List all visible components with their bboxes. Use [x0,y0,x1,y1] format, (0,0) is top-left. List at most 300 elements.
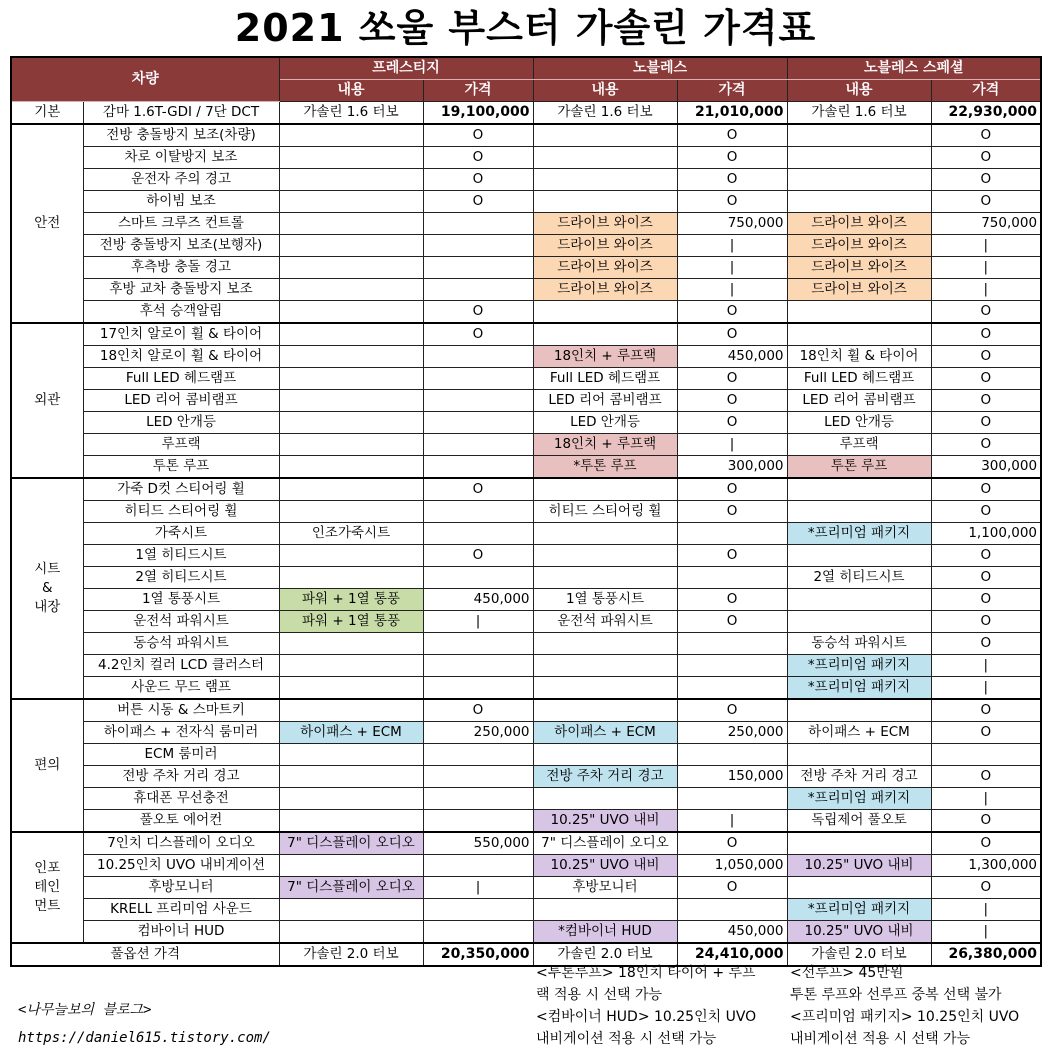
table-row [11,788,1041,810]
price-cell [423,279,533,301]
price-cell: O [931,368,1041,390]
content-cell [279,169,423,191]
item-label: 전방 충돌방지 보조(보행자) [83,235,279,257]
price-cell: O [423,147,533,169]
price-cell: 450,000 [423,589,533,611]
content-cell [787,832,931,855]
category-text: 외관 [34,392,61,408]
category-text: 안전 [34,215,61,231]
price-cell: O [931,766,1041,788]
price-cell: 300,000 [677,456,787,479]
content-cell: 18인치 + 루프랙 [533,434,677,456]
price-cell: O [931,633,1041,655]
price-cell: O [931,346,1041,368]
price-header: 가격 [423,80,533,102]
price-cell [423,368,533,390]
table-row [11,766,1041,788]
content-cell [279,279,423,301]
content-cell [787,301,931,324]
price-cell [677,744,787,766]
content-cell [279,855,423,877]
content-cell [533,124,677,147]
table-row [11,523,1041,545]
content-cell: 파워 + 1열 통풍 [279,611,423,633]
category-label [11,832,83,943]
price-cell: O [677,412,787,434]
price-cell [423,434,533,456]
content-cell [533,699,677,722]
category-label [11,124,83,323]
price-cell: | [931,279,1041,301]
price-cell: O [677,589,787,611]
content-cell [787,877,931,899]
table-row [11,169,1041,191]
item-label: 히티드 스티어링 휠 [83,501,279,523]
price-cell: O [677,191,787,213]
table-row [11,832,1041,855]
content-cell [279,301,423,324]
content-cell: 10.25" UVO 내비 [787,921,931,944]
content-cell [279,899,423,921]
note-line: <투톤루프> 18인치 타이어 + 루프 [536,965,756,981]
price-cell [677,633,787,655]
trim-header-prestige: 프레스티지 [279,57,533,80]
table-row [11,722,1041,744]
price-cell: | [931,788,1041,810]
item-label: KRELL 프리미엄 사운드 [83,899,279,921]
price-cell: 450,000 [677,346,787,368]
price-cell: O [931,434,1041,456]
price-cell [423,655,533,677]
item-label: 컴바이너 HUD [83,921,279,944]
table-row [11,257,1041,279]
price-cell: | [931,655,1041,677]
price-header: 가격 [677,80,787,102]
content-cell [279,434,423,456]
blog-name: <나무늘보의 블로그> [18,1002,152,1018]
table-row [11,921,1041,944]
content-cell [279,147,423,169]
price-cell [423,744,533,766]
price-cell: | [931,899,1041,921]
content-cell [279,545,423,567]
price-cell: O [931,810,1041,833]
price-cell: O [931,390,1041,412]
table-row [11,191,1041,213]
item-label: 2열 히티드시트 [83,567,279,589]
content-cell: 하이패스 + ECM [279,722,423,744]
table-row [11,456,1041,479]
content-cell [787,611,931,633]
note-line: <컴바이너 HUD> 10.25인치 UVO [536,1009,757,1025]
table-row [11,699,1041,722]
content-cell [279,213,423,235]
content-cell [787,169,931,191]
price-cell: 1,100,000 [931,523,1041,545]
content-cell: 드라이브 와이즈 [533,257,677,279]
table-row [11,390,1041,412]
item-label: 가죽 D컷 스티어링 휠 [83,478,279,501]
item-label: 17인치 알로이 휠 & 타이어 [83,323,279,346]
table-row [11,877,1041,899]
price-cell [677,523,787,545]
price-cell [423,501,533,523]
content-cell: LED 리어 콤비램프 [787,390,931,412]
item-label: 후측방 충돌 경고 [83,257,279,279]
content-cell [787,501,931,523]
content-cell [533,523,677,545]
table-body [11,102,1041,967]
price-cell: | [423,877,533,899]
price-cell [423,677,533,700]
price-cell [423,899,533,921]
content-cell: 드라이브 와이즈 [533,213,677,235]
item-label: ECM 룸미러 [83,744,279,766]
content-cell [279,766,423,788]
content-header: 내용 [279,80,423,102]
item-label: 전방 주차 거리 경고 [83,766,279,788]
price-cell: O [423,323,533,346]
content-cell: 가솔린 2.0 터보 [533,943,677,966]
content-header: 내용 [533,80,677,102]
content-cell: *프리미엄 패키지 [787,655,931,677]
item-label: 감마 1.6T-GDI / 7단 DCT [83,102,279,125]
price-cell [423,921,533,944]
table-row [11,478,1041,501]
content-cell: 가솔린 1.6 터보 [533,102,677,125]
item-label: 1열 통풍시트 [83,589,279,611]
content-cell [279,921,423,944]
content-cell [279,478,423,501]
note-line: 랙 적용 시 선택 가능 [536,987,662,1003]
content-cell: *프리미엄 패키지 [787,523,931,545]
note-line: 내비게이션 적용 시 선택 가능 [536,1031,717,1047]
item-label: 후방 교차 충돌방지 보조 [83,279,279,301]
content-cell [533,478,677,501]
content-cell [533,169,677,191]
price-cell: 20,350,000 [423,943,533,966]
content-cell: 7" 디스플레이 오디오 [279,832,423,855]
content-cell: LED 안개등 [787,412,931,434]
price-cell: 22,930,000 [931,102,1041,125]
content-cell [533,677,677,700]
content-cell: 가솔린 2.0 터보 [787,943,931,966]
price-cell: O [931,699,1041,722]
note-line: <프리미엄 패키지> 10.25인치 UVO [790,1009,1020,1025]
table-header [11,57,1041,102]
blog-url[interactable]: https://daniel615.tistory.com/ [18,1030,271,1046]
price-cell: O [423,545,533,567]
price-cell: O [677,301,787,324]
full-option-label: 풀옵션 가격 [11,943,279,966]
price-cell [423,456,533,479]
price-cell: 19,100,000 [423,102,533,125]
price-cell [423,346,533,368]
price-cell: 1,050,000 [677,855,787,877]
content-cell: 1열 통풍시트 [533,589,677,611]
table-row [11,235,1041,257]
price-cell: | [931,921,1041,944]
item-label: 동승석 파워시트 [83,633,279,655]
content-cell [533,744,677,766]
price-cell: O [931,147,1041,169]
price-cell [423,567,533,589]
content-cell: 18인치 + 루프랙 [533,346,677,368]
content-cell: 전방 주차 거리 경고 [533,766,677,788]
note-line: 내비게이션 적용 시 선택 가능 [790,1031,971,1047]
price-cell: | [677,279,787,301]
table-row [11,346,1041,368]
content-cell [279,124,423,147]
category-label [11,323,83,478]
price-cell: 250,000 [677,722,787,744]
category-label: 기본 [11,102,83,125]
price-cell: O [677,124,787,147]
price-cell: O [931,567,1041,589]
price-cell: 750,000 [677,213,787,235]
content-cell: 가솔린 1.6 터보 [279,102,423,125]
table-row [11,368,1041,390]
content-cell [533,567,677,589]
item-label: 운전석 파워시트 [83,611,279,633]
content-cell: *투톤 루프 [533,456,677,479]
table-row [11,323,1041,346]
price-header: 가격 [931,80,1041,102]
table-row [11,279,1041,301]
content-cell [787,545,931,567]
table-row [11,412,1041,434]
content-cell [279,810,423,833]
content-cell [279,257,423,279]
price-cell: | [677,235,787,257]
table-row [11,213,1041,235]
price-cell: O [423,699,533,722]
price-cell: O [931,611,1041,633]
price-cell: | [677,257,787,279]
price-cell: O [677,611,787,633]
content-cell [533,301,677,324]
category-label [11,478,83,699]
table-row [11,899,1041,921]
price-cell: 300,000 [931,456,1041,479]
price-cell: O [931,323,1041,346]
content-cell: 루프랙 [787,434,931,456]
content-cell: LED 안개등 [533,412,677,434]
price-cell: O [931,124,1041,147]
item-label: 차로 이탈방지 보조 [83,147,279,169]
table-row [11,501,1041,523]
content-cell [533,147,677,169]
content-cell [279,788,423,810]
category-label [11,699,83,832]
item-label: 후석 승객알림 [83,301,279,324]
price-cell [423,633,533,655]
item-label: Full LED 헤드램프 [83,368,279,390]
table-row [11,147,1041,169]
content-cell [787,147,931,169]
price-cell: O [677,368,787,390]
table-row [11,677,1041,700]
content-cell [787,323,931,346]
price-cell [423,213,533,235]
content-cell [279,744,423,766]
content-cell [787,699,931,722]
item-label: 루프랙 [83,434,279,456]
content-cell: 드라이브 와이즈 [787,235,931,257]
content-cell: 드라이브 와이즈 [787,257,931,279]
item-label: 18인치 알로이 휠 & 타이어 [83,346,279,368]
price-cell [677,677,787,700]
content-cell [279,501,423,523]
price-cell: | [423,611,533,633]
content-cell [533,191,677,213]
table-row [11,611,1041,633]
price-cell: | [931,235,1041,257]
content-cell [787,124,931,147]
price-cell [423,766,533,788]
price-cell: O [931,169,1041,191]
content-cell [279,699,423,722]
item-label: 7인치 디스플레이 오디오 [83,832,279,855]
table-row [11,589,1041,611]
table-row [11,102,1041,125]
table-row [11,567,1041,589]
vehicle-header: 차량 [11,57,279,102]
content-cell: 전방 주차 거리 경고 [787,766,931,788]
price-cell: 1,300,000 [931,855,1041,877]
price-table [10,56,1042,967]
item-label: 가죽시트 [83,523,279,545]
price-cell: O [423,191,533,213]
content-cell: 가솔린 2.0 터보 [279,943,423,966]
content-cell [279,390,423,412]
item-label: 하이빔 보조 [83,191,279,213]
price-cell: O [931,545,1041,567]
category-text: 시트 & 내장 [34,561,61,615]
content-cell [787,589,931,611]
content-cell [279,191,423,213]
content-cell: 드라이브 와이즈 [533,235,677,257]
price-cell: | [677,434,787,456]
item-label: 투톤 루프 [83,456,279,479]
price-cell [677,655,787,677]
content-cell: 파워 + 1열 통풍 [279,589,423,611]
price-cell [423,810,533,833]
price-cell: O [677,545,787,567]
price-cell: 21,010,000 [677,102,787,125]
table-row [11,855,1041,877]
price-cell [423,523,533,545]
price-cell [677,899,787,921]
price-cell [423,855,533,877]
price-cell: | [931,677,1041,700]
item-label: LED 안개등 [83,412,279,434]
price-cell: O [423,124,533,147]
content-cell: 7" 디스플레이 오디오 [533,832,677,855]
content-cell [279,655,423,677]
content-cell: 인조가죽시트 [279,523,423,545]
content-cell: 동승석 파워시트 [787,633,931,655]
item-label: 풀오토 에어컨 [83,810,279,833]
content-cell: 하이패스 + ECM [787,722,931,744]
content-cell [787,478,931,501]
item-label: 10.25인치 UVO 내비게이션 [83,855,279,877]
price-cell: 750,000 [931,213,1041,235]
price-cell: | [931,257,1041,279]
content-cell: 2열 히티드시트 [787,567,931,589]
price-cell: O [677,390,787,412]
price-cell: O [423,478,533,501]
blog-signature [18,996,271,1052]
price-cell: O [677,169,787,191]
note-line: <선루프> 45만원 [790,965,904,981]
price-cell: O [931,191,1041,213]
price-cell [423,390,533,412]
price-cell: 24,410,000 [677,943,787,966]
content-cell [279,567,423,589]
table-row [11,545,1041,567]
price-cell: | [677,810,787,833]
content-cell: 하이패스 + ECM [533,722,677,744]
content-cell [533,899,677,921]
content-cell: 후방모니터 [533,877,677,899]
item-label: 4.2인치 컬러 LCD 클러스터 [83,655,279,677]
content-cell: 드라이브 와이즈 [787,279,931,301]
table-row [11,301,1041,324]
content-cell [279,677,423,700]
category-text: 인포 테인 먼트 [34,860,61,914]
price-cell: 450,000 [677,921,787,944]
content-cell: 운전석 파워시트 [533,611,677,633]
price-cell: O [931,501,1041,523]
price-cell: O [677,832,787,855]
price-cell [423,235,533,257]
price-cell: O [677,478,787,501]
price-cell: O [931,722,1041,744]
notes-left [536,962,756,1050]
content-cell [533,323,677,346]
content-cell [279,368,423,390]
content-cell: 투톤 루프 [787,456,931,479]
price-cell [677,567,787,589]
content-cell: *프리미엄 패키지 [787,899,931,921]
price-cell [931,744,1041,766]
content-cell [787,744,931,766]
item-label: 스마트 크루즈 컨트롤 [83,213,279,235]
table-row [11,434,1041,456]
trim-header-noblesse-special: 노블레스 스페셜 [787,57,1041,80]
notes-right [790,962,1019,1050]
item-label: 버튼 시동 & 스마트키 [83,699,279,722]
price-cell: O [677,501,787,523]
item-label: 1열 히티드시트 [83,545,279,567]
content-cell: Full LED 헤드램프 [533,368,677,390]
price-cell [423,257,533,279]
price-cell: O [677,699,787,722]
item-label: LED 리어 콤비램프 [83,390,279,412]
price-cell [677,788,787,810]
content-cell: 10.25" UVO 내비 [533,855,677,877]
content-cell: 18인치 휠 & 타이어 [787,346,931,368]
price-cell: O [931,832,1041,855]
content-cell: 드라이브 와이즈 [533,279,677,301]
content-cell: 히티드 스티어링 휠 [533,501,677,523]
item-label: 하이패스 + 전자식 룸미러 [83,722,279,744]
content-cell [533,655,677,677]
price-cell [423,788,533,810]
table-row [11,744,1041,766]
item-label: 사운드 무드 램프 [83,677,279,700]
